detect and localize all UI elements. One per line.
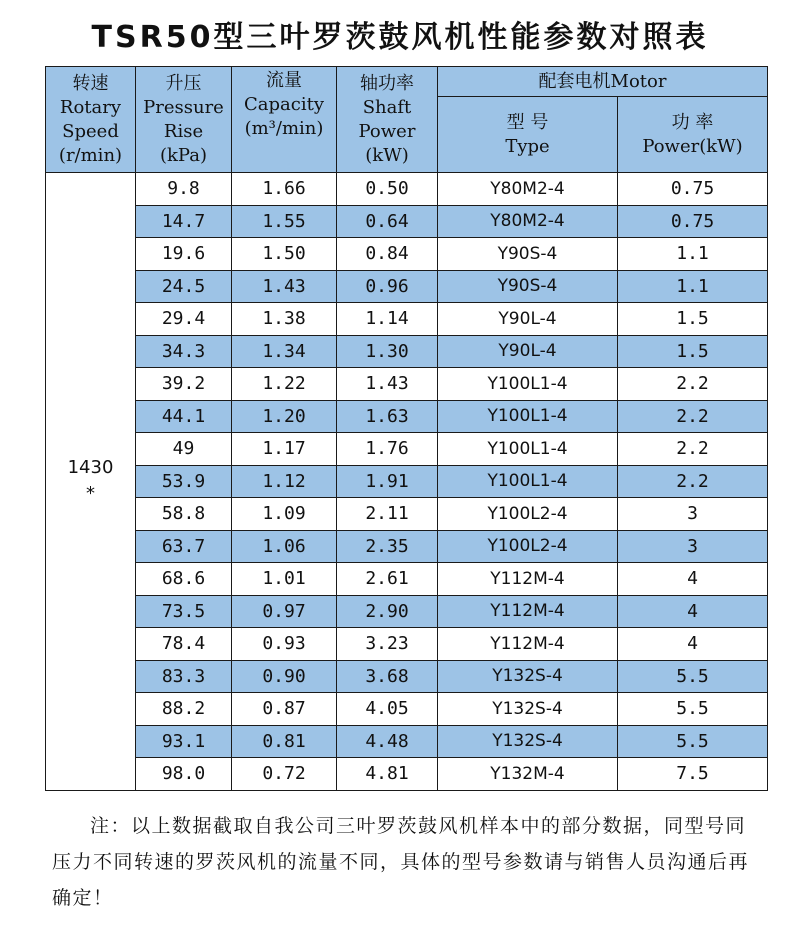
header-power-cn: 功 率	[671, 111, 714, 133]
power-cell: 1.5	[618, 303, 768, 336]
table-row	[46, 660, 768, 693]
header-capacity-unit: (m³/min)	[244, 118, 324, 139]
header-power-en: Power(kW)	[642, 135, 743, 157]
shaft-cell: 1.76	[337, 433, 438, 466]
power-cell: 3	[618, 498, 768, 531]
header-type-cn: 型 号	[506, 111, 549, 133]
shaft-cell: 2.35	[337, 530, 438, 563]
shaft-cell: 1.91	[337, 465, 438, 498]
pressure-cell: 44.1	[136, 400, 232, 433]
table-row	[46, 205, 768, 238]
table-row	[46, 758, 768, 791]
pressure-cell: 29.4	[136, 303, 232, 336]
shaft-cell: 4.48	[337, 725, 438, 758]
header-rotary-speed	[46, 67, 136, 173]
capacity-cell: 1.34	[232, 335, 337, 368]
capacity-cell: 1.55	[232, 205, 337, 238]
header-pressure-cn: 升压	[165, 72, 202, 94]
header-pressure-en1: Pressure	[143, 96, 224, 118]
page-title: TSR50型三叶罗茨鼓风机性能参数对照表	[91, 20, 709, 55]
type-cell: Y100L1-4	[438, 400, 618, 433]
type-cell: Y112M-4	[438, 563, 618, 596]
header-speed-unit: (r/min)	[58, 144, 123, 166]
power-cell: 5.5	[618, 693, 768, 726]
type-cell: Y100L2-4	[438, 530, 618, 563]
footnote-text: 注：以上数据截取自我公司三叶罗茨鼓风机样本中的部分数据，同型号同压力不同转速的罗茨风机的流量不同，具体的型号参数请与销售人员沟通后再确定！	[52, 815, 750, 909]
table-row	[46, 530, 768, 563]
shaft-cell: 1.43	[337, 368, 438, 401]
header-pressure-en2: Rise	[163, 120, 204, 142]
power-cell: 2.2	[618, 368, 768, 401]
capacity-cell: 1.17	[232, 433, 337, 466]
capacity-cell: 0.93	[232, 628, 337, 661]
table-row	[46, 465, 768, 498]
table-row	[46, 595, 768, 628]
power-cell: 4	[618, 563, 768, 596]
type-cell: Y132S-4	[438, 693, 618, 726]
power-cell: 2.2	[618, 465, 768, 498]
pressure-cell: 49	[136, 433, 232, 466]
shaft-cell: 0.64	[337, 205, 438, 238]
type-cell: Y100L1-4	[438, 368, 618, 401]
pressure-cell: 34.3	[136, 335, 232, 368]
pressure-cell: 73.5	[136, 595, 232, 628]
table-row	[46, 173, 768, 206]
table-row	[46, 563, 768, 596]
shaft-cell: 1.30	[337, 335, 438, 368]
shaft-cell: 0.84	[337, 238, 438, 271]
pressure-cell: 88.2	[136, 693, 232, 726]
power-cell: 1.1	[618, 270, 768, 303]
pressure-cell: 78.4	[136, 628, 232, 661]
performance-table-wrapper	[45, 66, 767, 791]
type-cell: Y100L2-4	[438, 498, 618, 531]
type-cell: Y80M2-4	[438, 205, 618, 238]
shaft-cell: 2.90	[337, 595, 438, 628]
table-row	[46, 725, 768, 758]
power-cell: 4	[618, 628, 768, 661]
table-row	[46, 433, 768, 466]
header-speed-en2: Speed	[62, 120, 119, 142]
type-cell: Y90L-4	[438, 303, 618, 336]
capacity-cell: 0.90	[232, 660, 337, 693]
pressure-cell: 39.2	[136, 368, 232, 401]
shaft-cell: 2.11	[337, 498, 438, 531]
performance-table	[45, 66, 768, 791]
capacity-cell: 0.72	[232, 758, 337, 791]
table-row	[46, 400, 768, 433]
shaft-cell: 4.81	[337, 758, 438, 791]
pressure-cell: 9.8	[136, 173, 232, 206]
capacity-cell: 0.87	[232, 693, 337, 726]
type-cell: Y90S-4	[438, 270, 618, 303]
capacity-cell: 1.20	[232, 400, 337, 433]
footnote	[52, 808, 757, 916]
header-speed-cn: 转速	[72, 72, 109, 94]
shaft-cell: 4.05	[337, 693, 438, 726]
type-cell: Y90L-4	[438, 335, 618, 368]
table-row	[46, 238, 768, 271]
header-capacity-en: Capacity	[244, 94, 324, 115]
shaft-cell: 3.68	[337, 660, 438, 693]
power-cell: 2.2	[618, 433, 768, 466]
header-shaft-en2: Power	[358, 120, 416, 142]
capacity-cell: 1.38	[232, 303, 337, 336]
header-motor-group: 配套电机Motor	[438, 67, 768, 97]
power-cell: 0.75	[618, 173, 768, 206]
table-row	[46, 270, 768, 303]
header-pressure-rise	[136, 67, 232, 173]
power-cell: 7.5	[618, 758, 768, 791]
header-motor-power	[618, 97, 768, 173]
type-cell: Y80M2-4	[438, 173, 618, 206]
pressure-cell: 93.1	[136, 725, 232, 758]
type-cell: Y132S-4	[438, 660, 618, 693]
power-cell: 4	[618, 595, 768, 628]
table-row	[46, 628, 768, 661]
power-cell: 0.75	[618, 205, 768, 238]
type-cell: Y112M-4	[438, 595, 618, 628]
speed-footnote-mark: *	[86, 483, 95, 505]
shaft-cell: 1.14	[337, 303, 438, 336]
shaft-cell: 0.50	[337, 173, 438, 206]
shaft-cell: 3.23	[337, 628, 438, 661]
capacity-cell: 1.66	[232, 173, 337, 206]
capacity-cell: 1.22	[232, 368, 337, 401]
type-cell: Y100L1-4	[438, 433, 618, 466]
capacity-cell: 1.01	[232, 563, 337, 596]
pressure-cell: 24.5	[136, 270, 232, 303]
pressure-cell: 19.6	[136, 238, 232, 271]
header-motor-type	[438, 97, 618, 173]
type-cell: Y90S-4	[438, 238, 618, 271]
pressure-cell: 14.7	[136, 205, 232, 238]
type-cell: Y132M-4	[438, 758, 618, 791]
power-cell: 1.5	[618, 335, 768, 368]
header-speed-en1: Rotary	[59, 96, 122, 118]
power-cell: 3	[618, 530, 768, 563]
capacity-cell: 1.43	[232, 270, 337, 303]
type-cell: Y132S-4	[438, 725, 618, 758]
capacity-cell: 0.97	[232, 595, 337, 628]
speed-value: 1430	[67, 457, 114, 479]
header-shaft-unit: (kW)	[365, 144, 409, 166]
table-row	[46, 368, 768, 401]
capacity-cell: 0.81	[232, 725, 337, 758]
type-cell: Y112M-4	[438, 628, 618, 661]
capacity-cell: 1.12	[232, 465, 337, 498]
shaft-cell: 0.96	[337, 270, 438, 303]
table-body	[46, 173, 768, 791]
table-row	[46, 303, 768, 336]
capacity-cell: 1.06	[232, 530, 337, 563]
pressure-cell: 83.3	[136, 660, 232, 693]
pressure-cell: 53.9	[136, 465, 232, 498]
capacity-cell: 1.50	[232, 238, 337, 271]
type-cell: Y100L1-4	[438, 465, 618, 498]
power-cell: 5.5	[618, 660, 768, 693]
pressure-cell: 68.6	[136, 563, 232, 596]
power-cell: 2.2	[618, 400, 768, 433]
shaft-cell: 1.63	[337, 400, 438, 433]
table-row	[46, 693, 768, 726]
header-shaft-power	[337, 67, 438, 173]
pressure-cell: 63.7	[136, 530, 232, 563]
rotary-speed-cell	[46, 173, 136, 791]
shaft-cell: 2.61	[337, 563, 438, 596]
header-shaft-cn: 轴功率	[360, 72, 414, 94]
pressure-cell: 58.8	[136, 498, 232, 531]
power-cell: 5.5	[618, 725, 768, 758]
power-cell: 1.1	[618, 238, 768, 271]
header-type-en: Type	[505, 135, 550, 157]
table-row	[46, 335, 768, 368]
header-capacity	[232, 67, 337, 173]
pressure-cell: 98.0	[136, 758, 232, 791]
header-shaft-en1: Shaft	[362, 96, 412, 118]
header-pressure-unit: (kPa)	[160, 144, 207, 166]
capacity-cell: 1.09	[232, 498, 337, 531]
table-row	[46, 498, 768, 531]
header-capacity-cn: 流量	[266, 70, 302, 91]
